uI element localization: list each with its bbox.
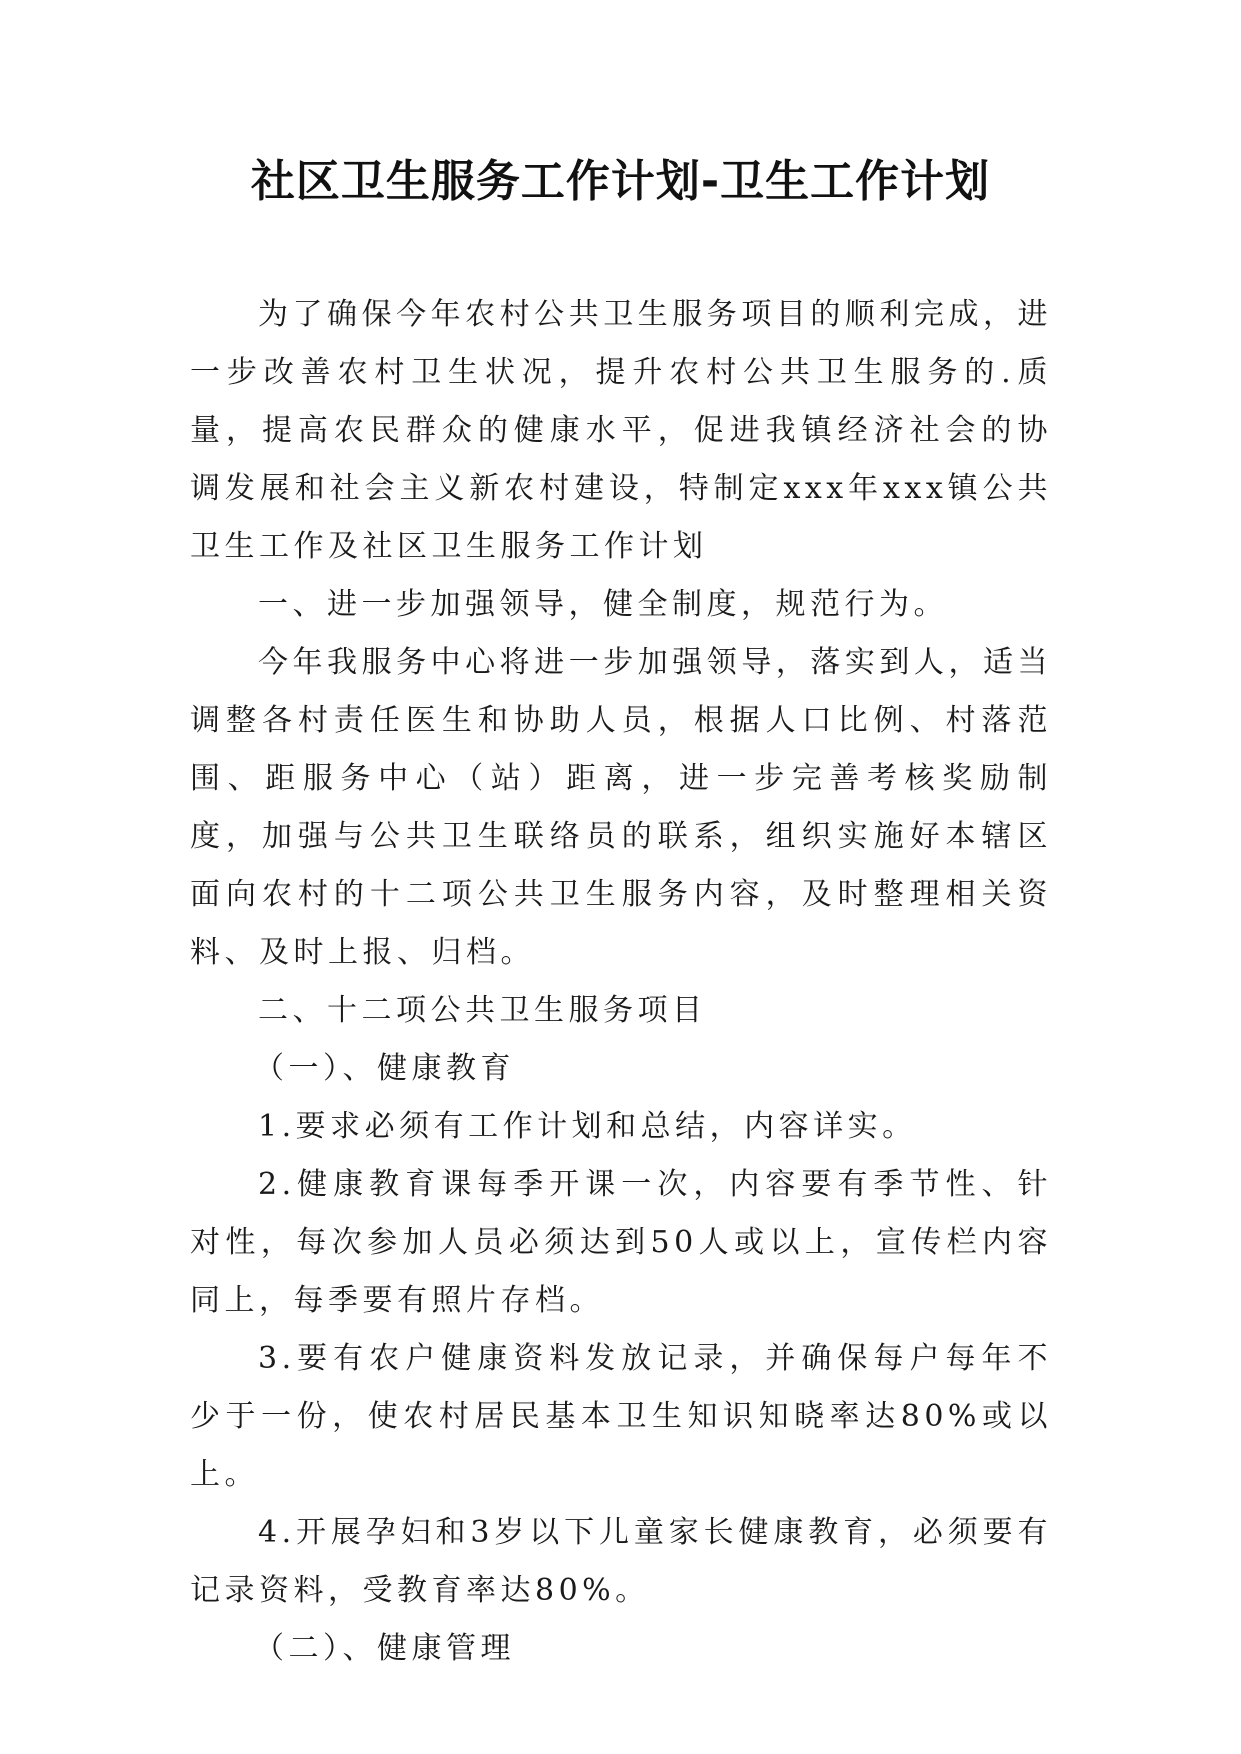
subsection-heading-health-education: （一）、健康教育 xyxy=(254,1051,515,1086)
subsection-heading-health-management: （二）、健康管理 xyxy=(254,1631,515,1666)
section-heading-1: 一、进一步加强领导，健全制度，规范行为。 xyxy=(258,587,948,622)
list-item-3: 3.要有农户健康资料发放记录，并确保每户每年不少于一份，使农村居民基本卫生知识知晓率达80%或以上。 xyxy=(190,1341,1052,1492)
document-body xyxy=(190,286,1052,1678)
list-item-2: 2.健康教育课每季开课一次，内容要有季节性、针对性，每次参加人员必须达到50人或以上，宣传栏内容同上，每季要有照片存档。 xyxy=(190,1167,1052,1318)
section-1-paragraph: 今年我服务中心将进一步加强领导，落实到人，适当调整各村责任医生和协助人员，根据人口比例、村落范围、距服务中心（站）距离，进一步完善考核奖励制度，加强与公共卫生联络员的联系，组织实施好本辖区面向农村的十二项公共卫生服务内容，及时整理相关资料、及时上报、归档。 xyxy=(190,645,1052,970)
document-title: 社区卫生服务工作计划-卫生工作计划 xyxy=(250,156,991,207)
list-item-4: 4.开展孕妇和3岁以下儿童家长健康教育，必须要有记录资料，受教育率达80%。 xyxy=(190,1515,1052,1608)
section-heading-2: 二、十二项公共卫生服务项目 xyxy=(258,993,707,1028)
intro-paragraph: 为了确保今年农村公共卫生服务项目的顺利完成，进一步改善农村卫生状况，提升农村公共卫生服务的.质量，提高农民群众的健康水平，促进我镇经济社会的协调发展和社会主义新农村建设，特制定xxx年xxx镇公共卫生工作及社区卫生服务工作计划 xyxy=(190,297,1052,564)
list-item-1: 1.要求必须有工作计划和总结，内容详实。 xyxy=(258,1109,917,1144)
